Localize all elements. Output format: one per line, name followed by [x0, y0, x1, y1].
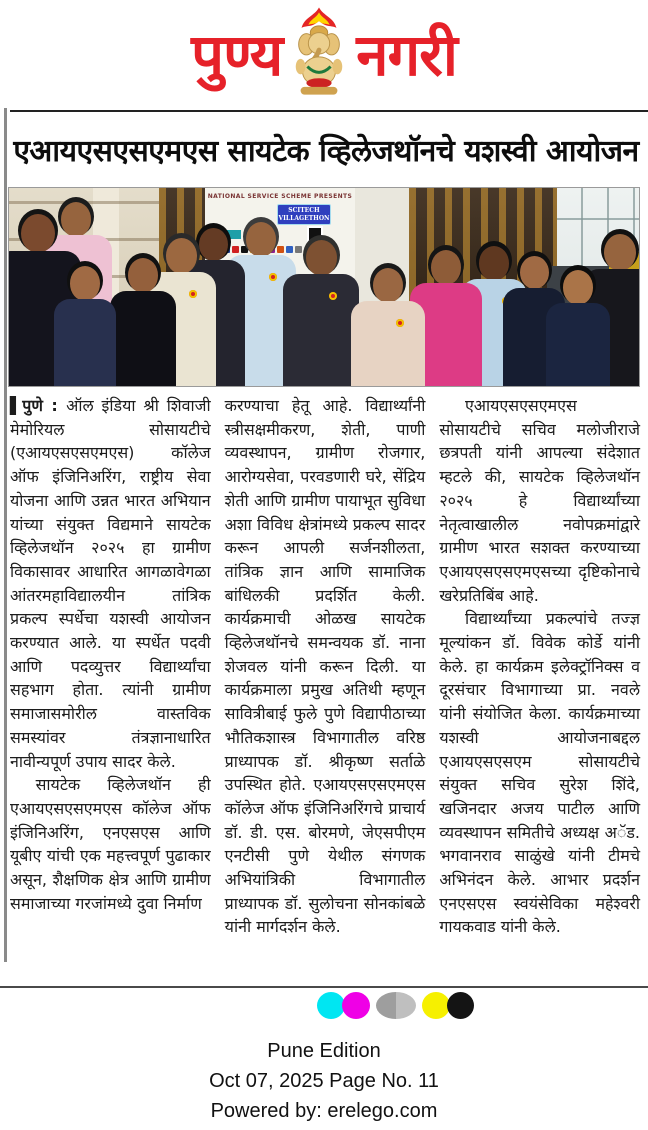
person-face: [70, 266, 100, 301]
paragraph: विद्यार्थ्यांच्या प्रकल्पांचे तज्ज्ञ मूल्यांकन डॉ. विवेक कोर्डे यांनी केले. हा कार्यक्रम इलेक्ट्रॉनिक्स व दूरसंचार विभागाच्या प्रा. नवले यांनी संयोजित केला. कार्यक्रमाच्या यशस्वी आयोजनाबद्दल एआयएसएसएम सोसायटीचे संयुक्त सचिव सुरेश शिंदे, खजिनदार अजय पाटील आणि व्यवस्थापन समितीचे अध्यक्ष अॅड. भगवानराव साळुंखे यांनी टीमचे अभिनंदन केले. आभार प्रदर्शन एनएसएस स्वयंसेविका महेश्वरी गायकवाड यांनी केले.: [439, 609, 641, 937]
masthead-title-left: पुण्य: [191, 21, 283, 89]
paragraph-text: ऑल इंडिया श्री शिवाजी मेमोरियल सोसायटीचे (एआयएसएसएमएस) कॉलेज ऑफ इंजिनिअरिंग, राष्ट्रीय सेवा योजना आणि उन्नत भारत अभियान यांच्या संयुक्त विद्यमाने सायटेक व्हिलेजथॉन २०२५ हा ग्रामीण विकासावर आधारित आगळावेगळा आंतरमहाविद्यालयीन तांत्रिक प्रकल्प स्पर्धेचा यशस्वी आयोजन करण्यात आले. या स्पर्धेत पदवी आणि पदव्युत्तर विद्यार्थ्यांचा सहभाग होता. त्यांनी ग्रामीण समाजासमोरील वास्तविक समस्यांवर तंत्रज्ञानाधारित नावीन्यपूर्ण उपाय सादर केले.: [10, 396, 211, 771]
photo-group-of-people: [9, 188, 639, 386]
left-column-rule: [4, 108, 7, 962]
person-face: [520, 256, 549, 289]
black-registration-mark: [447, 992, 474, 1019]
person: [351, 188, 425, 386]
edition-label: Pune Edition: [267, 1040, 381, 1062]
powered-by-link[interactable]: Powered by: erelego.com: [210, 1100, 438, 1122]
paragraph: एआयएसएसएमएस सोसायटीचे सचिव मलोजीराजे छत्रपती यांनी आपल्या संदेशात म्हटले की, सायटेक व्हिलेजथॉन २०२५ हे विद्यार्थ्यांच्या नेतृत्वाखालील नवोपक्रमांद्वारे ग्रामीण भारत सशक्त करण्याच्या एआयएसएसएमएसच्या दृष्टिकोनाचे खरेप्रतिबिंब आहे.: [439, 396, 641, 605]
masthead-title-right: नगरी: [356, 21, 457, 89]
ganesh-idol-icon: [288, 6, 350, 100]
ribbon-badge: [269, 273, 277, 281]
footer: [0, 1040, 648, 1130]
dateline: ▌पुणे :: [10, 396, 67, 415]
gray-registration-mark: [376, 992, 416, 1019]
print-registration-marks: [317, 992, 474, 1019]
article-body: [10, 394, 640, 939]
person-face: [373, 268, 403, 303]
paragraph: सायटेक व्हिलेजथॉन ही एआयएसएसएमएस कॉलेज ऑफ इंजिनिअरिंग, एनएसएस आणि यूबीए यांची एक महत्त्वपूर्ण पुढाकार असून, शैक्षणिक क्षेत्र आणि ग्रामीण समाजाच्या गरजांमध्ये दुवा निर्माण: [10, 775, 211, 913]
article-photo: [8, 187, 640, 387]
person-torso: [110, 291, 176, 386]
article-column-2: [225, 394, 426, 939]
paragraph: [10, 394, 211, 773]
person: [54, 188, 116, 386]
person-torso: [283, 274, 359, 386]
banner-heading-text: NATIONAL SERVICE SCHEME PRESENTS: [207, 193, 353, 200]
article-column-3: [439, 394, 640, 939]
person: [546, 188, 610, 386]
person: [283, 188, 359, 386]
person-face: [246, 222, 276, 257]
article-headline: एआयएसएसएमएस सायटेक व्हिलेजथॉनचे यशस्वी आयोजन: [13, 133, 639, 169]
yellow-registration-mark: [422, 992, 450, 1019]
person-face: [306, 240, 337, 276]
masthead: [0, 2, 648, 108]
person-torso: [546, 303, 610, 386]
masthead-divider: [10, 110, 648, 112]
paragraph: करण्याचा हेतू आहे. विद्यार्थ्यांनी स्त्रीसक्षमीकरण, शेती, पाणी व्यवस्थापन, ग्रामीण रोजगार, आरोग्यसेवा, परवडणारी घरे, सेंद्रिय शेती आणि ग्रामीण पायाभूत सुविधा अशा विविध क्षेत्रांमध्ये प्रकल्प सादर करून आपली सर्जनशीलता, तांत्रिक ज्ञान आणि सामाजिक बांधिलकी प्रदर्शित केली. कार्यक्रमाची ओळख सायटेक व्हिलेजथॉनचे समन्वयक डॉ. नाना शेजवल यांनी करून दिली. या कार्यक्रमाला प्रमुख अतिथी म्हणून सावित्रीबाई फुले पुणे विद्यापीठाच्या भौतिकशास्त्र विभागातील वरिष्ठ प्राध्यापक डॉ. श्रीकृष्ण सर्ताळे उपस्थित होते. एआयएसएसएमएस कॉलेज ऑफ इंजिनिअरिंगचे प्राचार्य डॉ. डी. एस. बोरमणे, जेएसपीएम एनटीसी पुणे येथील संगणक अभियांत्रिकी विभागातील प्राध्यापक डॉ. सुलोचना सोनकांबळे यांनी मार्गदर्शन केले.: [224, 396, 426, 937]
magenta-registration-mark: [342, 992, 370, 1019]
article-column-1: [10, 394, 211, 939]
footer-divider: [0, 986, 648, 988]
person-face: [128, 258, 158, 293]
date-page-label: Oct 07, 2025 Page No. 11: [209, 1070, 439, 1092]
cyan-registration-mark: [317, 992, 345, 1019]
person-face: [21, 214, 55, 253]
ribbon-badge: [396, 319, 404, 327]
person-face: [431, 250, 461, 285]
banner-box-line1: SCITECH: [288, 207, 320, 214]
banner-box-line2: VILLAGETHON: [278, 214, 330, 222]
person-torso: [351, 301, 425, 386]
person-torso: [54, 299, 116, 386]
person: [110, 188, 176, 386]
person-face: [563, 270, 593, 305]
